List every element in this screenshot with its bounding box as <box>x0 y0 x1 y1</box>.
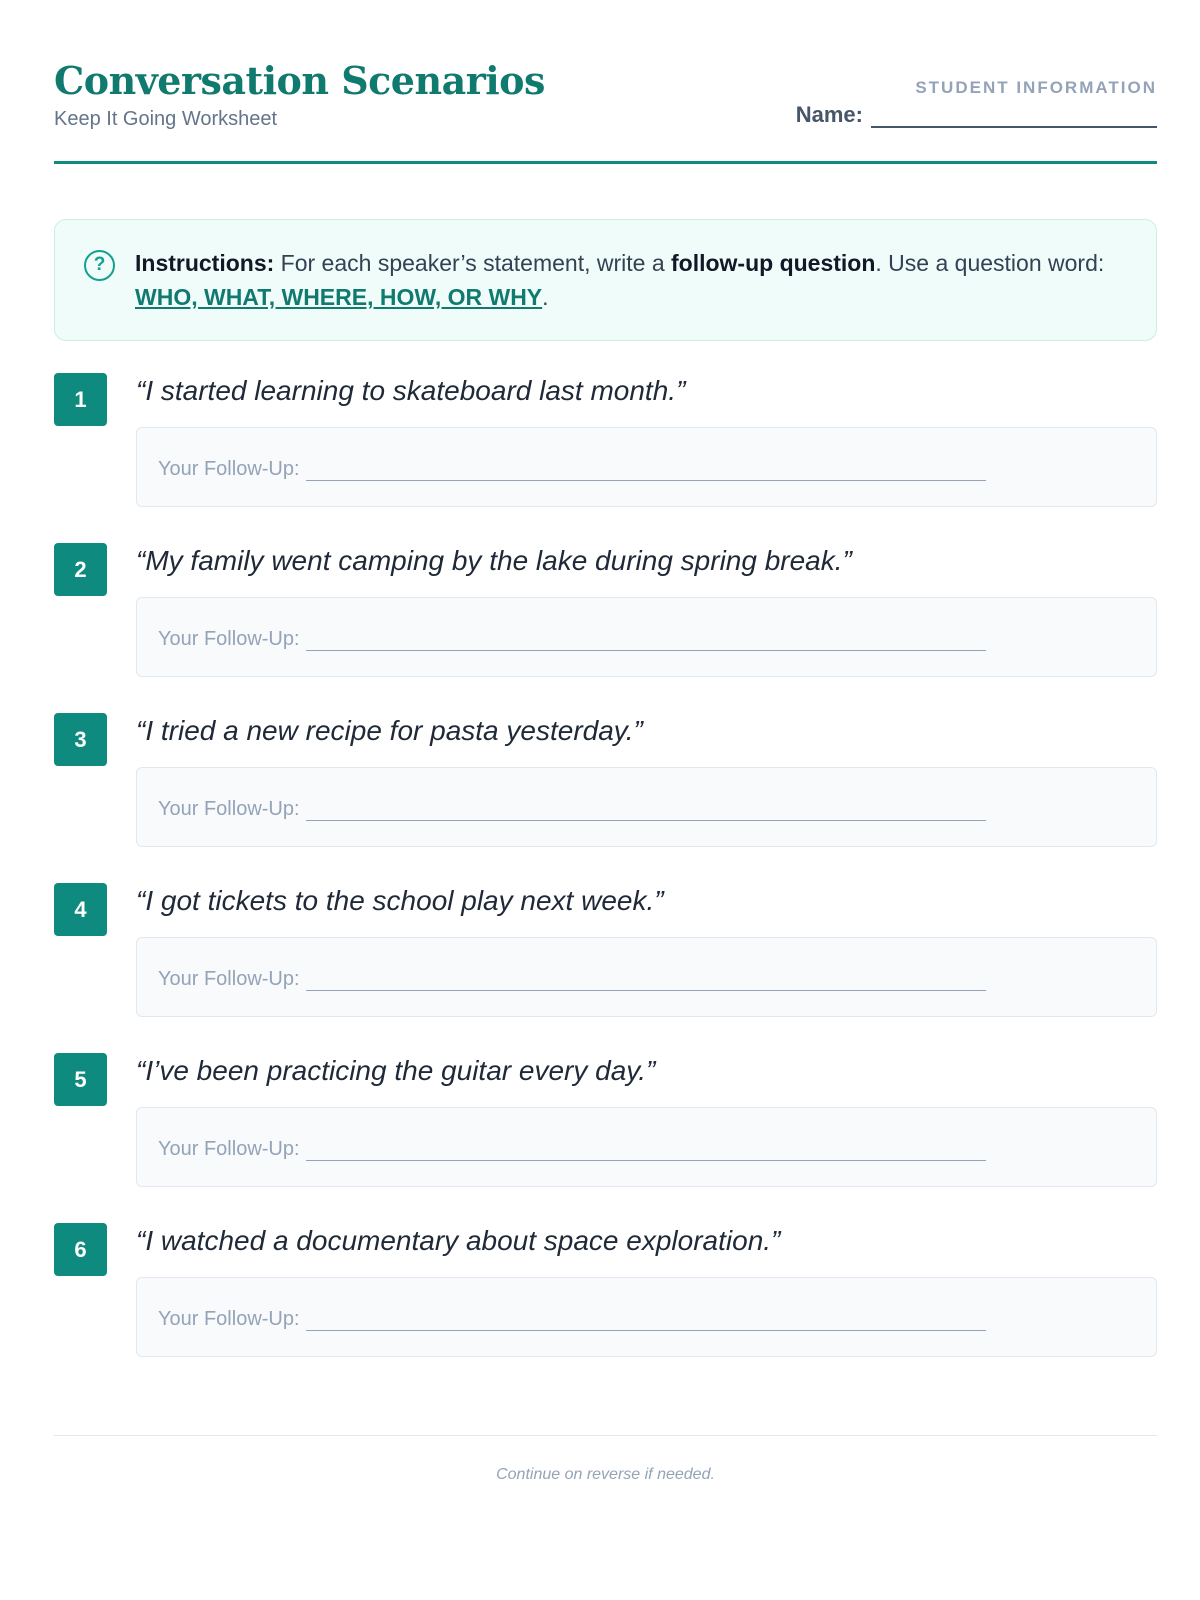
scenario-item <box>54 373 1157 513</box>
speaker-statement: “I tried a new recipe for pasta yesterday.” <box>136 715 643 746</box>
scenario-item <box>54 1223 1157 1363</box>
worksheet-page <box>54 0 1157 1600</box>
followup-row <box>158 1308 986 1331</box>
followup-row <box>158 798 986 821</box>
followup-row <box>158 1138 986 1161</box>
scenario-number-badge: 6 <box>54 1223 107 1276</box>
followup-answer-box[interactable] <box>136 427 1157 507</box>
scenario-number-badge: 2 <box>54 543 107 596</box>
speaker-statement: “I got tickets to the school play next week.” <box>136 885 664 916</box>
followup-label: Your Follow-Up: <box>158 798 300 820</box>
name-label: Name: <box>795 102 863 127</box>
worksheet-header <box>54 58 1157 164</box>
scenario-number-badge: 3 <box>54 713 107 766</box>
followup-write-line[interactable] <box>306 633 986 651</box>
followup-label: Your Follow-Up: <box>158 458 300 480</box>
followup-answer-box[interactable] <box>136 937 1157 1017</box>
help-circle-icon: ? <box>84 250 115 281</box>
instructions-text-part-3: . <box>542 284 549 310</box>
scenario-item <box>54 1053 1157 1193</box>
student-info-label: STUDENT INFORMATION <box>915 78 1157 97</box>
page-subtitle: Keep It Going Worksheet <box>54 108 278 130</box>
instructions-lead: Instructions: <box>135 250 275 276</box>
followup-answer-box[interactable] <box>136 1277 1157 1357</box>
followup-label: Your Follow-Up: <box>158 628 300 650</box>
followup-write-line[interactable] <box>306 1143 986 1161</box>
followup-answer-box[interactable] <box>136 597 1157 677</box>
question-words: WHO, WHAT, WHERE, HOW, OR WHY <box>135 284 543 310</box>
speaker-statement: “I’ve been practicing the guitar every day.” <box>136 1055 656 1086</box>
followup-answer-box[interactable] <box>136 767 1157 847</box>
page-title: Conversation Scenarios <box>54 58 545 103</box>
followup-write-line[interactable] <box>306 1313 986 1331</box>
followup-write-line[interactable] <box>306 973 986 991</box>
scenario-number-badge: 1 <box>54 373 107 426</box>
footer-divider <box>54 1435 1157 1436</box>
speaker-statement: “I started learning to skateboard last month.” <box>136 375 686 406</box>
followup-label: Your Follow-Up: <box>158 1308 300 1330</box>
scenario-item <box>54 543 1157 683</box>
instructions-text-part-2: . Use a question word: <box>875 250 1105 276</box>
instructions-emphasis: follow-up question <box>671 250 876 276</box>
instructions-text <box>135 246 1135 314</box>
speaker-statement: “I watched a documentary about space exploration.” <box>136 1225 781 1256</box>
speaker-statement: “My family went camping by the lake during spring break.” <box>136 545 852 576</box>
followup-row <box>158 968 986 991</box>
followup-row <box>158 458 986 481</box>
name-field-row <box>796 102 1157 128</box>
scenario-item <box>54 713 1157 853</box>
instructions-text-part-1: For each speaker’s statement, write a <box>274 250 671 276</box>
followup-row <box>158 628 986 651</box>
followup-answer-box[interactable] <box>136 1107 1157 1187</box>
followup-label: Your Follow-Up: <box>158 968 300 990</box>
instructions-box <box>54 219 1157 341</box>
followup-write-line[interactable] <box>306 463 986 481</box>
name-write-line[interactable] <box>871 104 1157 128</box>
footer-note: Continue on reverse if needed. <box>496 1466 715 1483</box>
followup-label: Your Follow-Up: <box>158 1138 300 1160</box>
scenario-item <box>54 883 1157 1023</box>
scenario-number-badge: 5 <box>54 1053 107 1106</box>
followup-write-line[interactable] <box>306 803 986 821</box>
scenario-number-badge: 4 <box>54 883 107 936</box>
